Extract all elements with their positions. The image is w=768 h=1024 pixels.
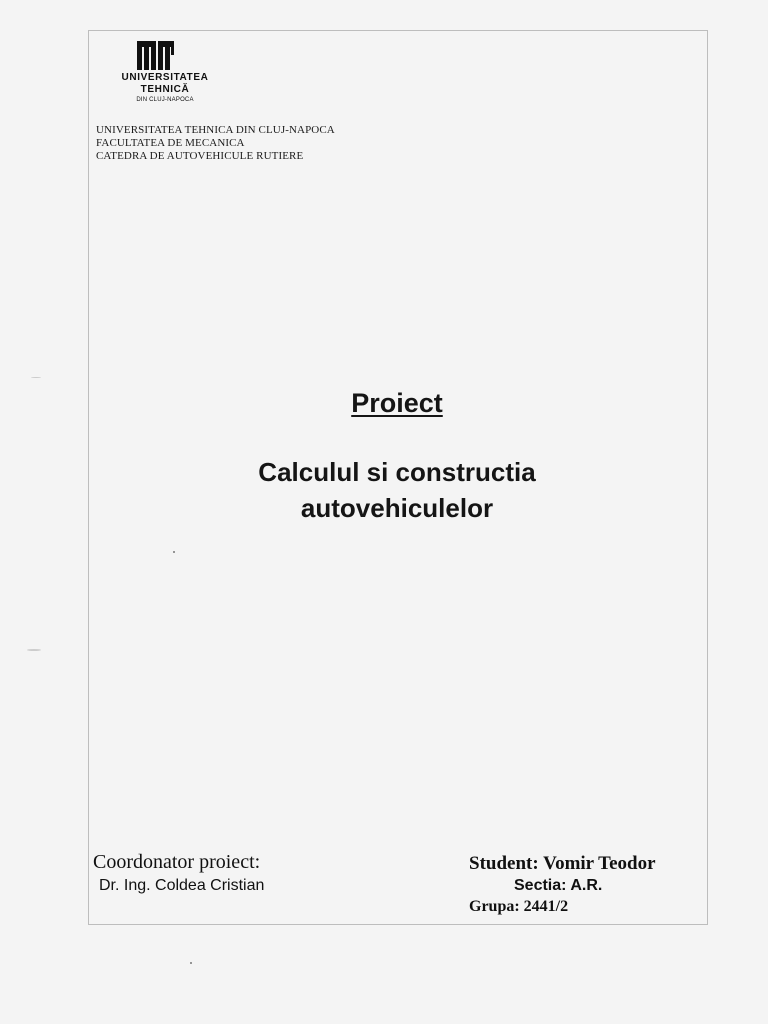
university-logo (100, 40, 230, 110)
coordinator-block (93, 851, 264, 895)
subject-line-1: Calculul si constructia (258, 457, 536, 487)
student-name: Student: Vomir Teodor (469, 853, 656, 874)
student-block (469, 853, 656, 916)
document-heading: Proiect (351, 388, 443, 418)
student-section: Sectia: A.R. (514, 877, 603, 894)
scan-speck (173, 551, 175, 553)
logo-text-line3: DIN CLUJ-NAPOCA (136, 97, 194, 103)
faculty-name: FACULTATEA DE MECANICA (96, 137, 245, 149)
scan-speck (27, 649, 41, 651)
logo-text-line2: TEHNICĂ (140, 84, 190, 95)
subject-line-2: autovehiculelor (300, 493, 494, 523)
university-name: UNIVERSITATEA TEHNICA DIN CLUJ-NAPOCA (96, 124, 335, 136)
coordinator-name: Dr. Ing. Coldea Cristian (99, 877, 265, 894)
department-name: CATEDRA DE AUTOVEHICULE RUTIERE (96, 150, 304, 162)
university-logo-icon (136, 40, 176, 72)
coordinator-label: Coordonator proiect: (93, 851, 261, 873)
scan-speck (31, 377, 41, 378)
student-group: Grupa: 2441/2 (469, 898, 569, 915)
institution-header (96, 124, 335, 163)
logo-text-line1: UNIVERSITATEA (121, 72, 209, 83)
scan-speck (190, 962, 192, 964)
project-subject (0, 454, 768, 526)
